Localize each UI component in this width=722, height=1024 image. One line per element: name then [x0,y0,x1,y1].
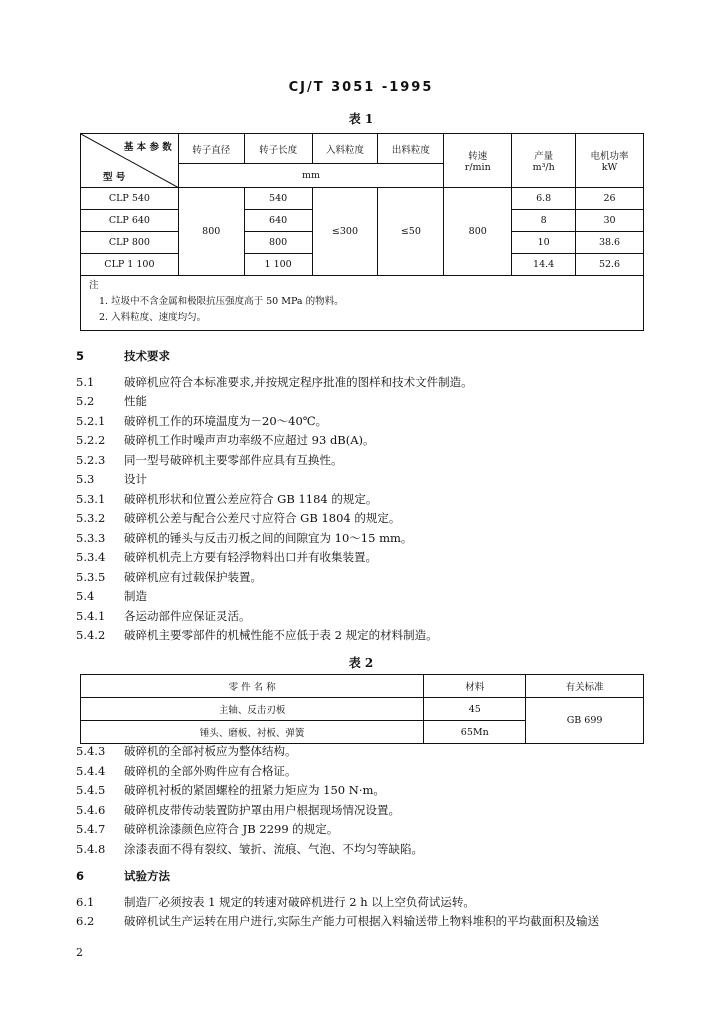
clause-line [76,490,473,510]
material-cell: 65Mn [424,721,526,744]
clause-number: 5.4.1 [76,608,106,623]
clause-text: 破碎机试生产运转在用户进行,实际生产能力可根据入料输送带上物料堆积的平均截面积及输送 [124,914,600,928]
clause-number: 5.3.4 [76,550,106,564]
clause-line [76,529,473,549]
rotor-length-value: 1 100 [244,254,312,276]
clause-text: 破碎机衬板的紧固螺栓的扭紧力矩应为 150 N·m。 [124,783,385,797]
clause-text: 破碎机的全部外购件应有合格证。 [124,763,297,778]
table1-caption: 表 1 [348,112,374,126]
power-value: 30 [576,210,644,232]
clause-text: 破碎机公差与配合公差尺寸应符合 GB 1804 的规定。 [124,511,401,525]
clause-line [76,626,473,646]
model-cell: CLP 800 [81,232,179,254]
corner-params-label: 基 本 参 数 [123,142,172,153]
clause-number: 5.3.5 [76,569,106,584]
table1-corner-cell [81,134,179,188]
col-standard: 有关标准 [526,675,644,698]
output-value: 8 [512,210,576,232]
section-heading [76,347,473,367]
clause-line [76,912,599,932]
clause-line [76,373,473,393]
notes-title: 注 [89,280,99,291]
clause-text: 破碎机应符合本标准要求,并按规定程序批准的图样和技术文件制造。 [124,374,473,389]
clause-number: 6.1 [76,894,95,909]
model-cell: CLP 640 [81,210,179,232]
clause-number: 5.4.4 [76,763,106,778]
clause-line [76,470,473,490]
model-cell: CLP 1 100 [81,254,179,276]
unit-speed: r/min [464,162,491,173]
clause-number: 5.4.7 [76,822,106,836]
clause-line [76,781,599,801]
section-heading [76,867,599,887]
clause-line [76,840,599,860]
clause-number: 5 [76,349,85,363]
clause-number: 5.4.6 [76,802,106,817]
clause-line [76,607,473,627]
clause-line [76,742,599,762]
col-part-name: 零 件 名 称 [81,675,424,698]
rotor-length-value: 540 [244,188,312,210]
clause-number: 6 [76,869,85,883]
rotor-length-value: 640 [244,210,312,232]
clause-text: 破碎机的全部衬板应为整体结构。 [124,744,297,758]
clause-text: 破碎机的锤头与反击刃板之间的间隙宜为 10～15 mm。 [124,530,413,545]
clause-line [76,451,473,471]
col-material: 材料 [424,675,526,698]
clause-text: 破碎机主要零部件的机械性能不应低于表 2 规定的材料制造。 [124,628,438,642]
clause-line [76,568,473,588]
clause-line [76,762,599,782]
clause-line [76,548,473,568]
col-rotor-length: 转子长度 [244,134,312,164]
clause-number: 5.3.3 [76,530,106,545]
clause-line [76,820,599,840]
power-value: 38.6 [576,232,644,254]
col-output: 产量 m³/h [512,134,576,188]
clause-number: 5.3.2 [76,511,106,525]
clause-number: 5.1 [76,374,95,389]
unit-power: kW [601,162,618,173]
corner-model-label: 型 号 [103,172,126,183]
unit-mm: mm [178,164,444,188]
clause-text: 破碎机应有过载保护装置。 [124,569,262,584]
col-feed-size: 入料粒度 [312,134,378,164]
clause-number: 5.4.8 [76,841,106,856]
clause-line [76,587,473,607]
output-value: 14.4 [512,254,576,276]
clause-text: 性能 [124,394,147,408]
col-discharge-size: 出料粒度 [378,134,444,164]
standard-cell: GB 699 [526,698,644,744]
part-name-cell: 锤头、磨板、衬板、弹簧 [81,721,424,744]
table1 [80,133,644,331]
page-number: 2 [76,946,83,959]
clause-text: 破碎机工作的环境温度为－20～40℃。 [124,413,328,428]
clause-line [76,801,599,821]
rotor-length-value: 800 [244,232,312,254]
clause-number: 5.4.5 [76,783,106,797]
power-value: 52.6 [576,254,644,276]
clause-text: 设计 [124,472,147,486]
clause-number: 5.4 [76,589,95,603]
clause-number: 5.4.3 [76,744,106,758]
clause-line [76,431,473,451]
clause-text: 破碎机机壳上方要有轻浮物料出口并有收集装置。 [124,550,377,564]
clause-text: 破碎机工作时噪声声功率级不应超过 93 dB(A)。 [124,433,375,447]
clause-number: 5.2.3 [76,452,106,467]
discharge-size-value: ≤50 [378,188,444,276]
clause-line [76,509,473,529]
unit-output: m³/h [532,162,555,173]
note-item: 1. 垃圾中不含金属和极限抗压强度高于 50 MPa 的物料。 [99,296,344,307]
part-name-cell: 主轴、反击刃板 [81,698,424,721]
clause-text: 涂漆表面不得有裂纹、皱折、流痕、气泡、不均匀等缺陷。 [124,841,423,856]
clause-number: 5.2.2 [76,433,106,447]
clause-text: 破碎机涂漆颜色应符合 JB 2299 的规定。 [124,822,339,836]
clause-text: 技术要求 [124,349,170,363]
clause-number: 5.4.2 [76,628,106,642]
clause-number: 5.2 [76,394,95,408]
clause-number: 5.3 [76,472,95,486]
clause-text: 制造厂必须按表 1 规定的转速对破碎机进行 2 h 以上空负荷试运转。 [124,894,475,909]
clause-text: 同一型号破碎机主要零部件应具有互换性。 [124,452,343,467]
power-value: 26 [576,188,644,210]
col-rotor-diameter: 转子直径 [178,134,244,164]
clause-number: 5.3.1 [76,491,106,506]
clause-number: 6.2 [76,914,95,928]
clause-text: 制造 [124,589,147,603]
standard-header: CJ/T 3051 -1995 [288,80,434,95]
note-item: 2. 入料粒度、速度均匀。 [99,312,207,323]
clauses-part-a [76,347,473,646]
model-cell: CLP 540 [81,188,179,210]
material-cell: 45 [424,698,526,721]
clause-line [76,392,473,412]
table2 [80,674,644,744]
clause-line [76,893,599,913]
table2-caption: 表 2 [348,656,374,670]
clause-text: 破碎机形状和位置公差应符合 GB 1184 的规定。 [124,491,378,506]
rotor-diameter-value: 800 [178,188,244,276]
clauses-part-b [76,742,599,932]
clause-text: 破碎机皮带传动装置防护罩由用户根据现场情况设置。 [124,802,400,817]
table1-notes [81,276,644,331]
output-value: 6.8 [512,188,576,210]
clause-text: 试验方法 [124,869,170,883]
clause-number: 5.2.1 [76,413,106,428]
clause-text: 各运动部件应保证灵活。 [124,608,251,623]
col-speed: 转速 r/min [444,134,512,188]
speed-value: 800 [444,188,512,276]
output-value: 10 [512,232,576,254]
clause-line [76,412,473,432]
col-power: 电机功率 kW [576,134,644,188]
feed-size-value: ≤300 [312,188,378,276]
